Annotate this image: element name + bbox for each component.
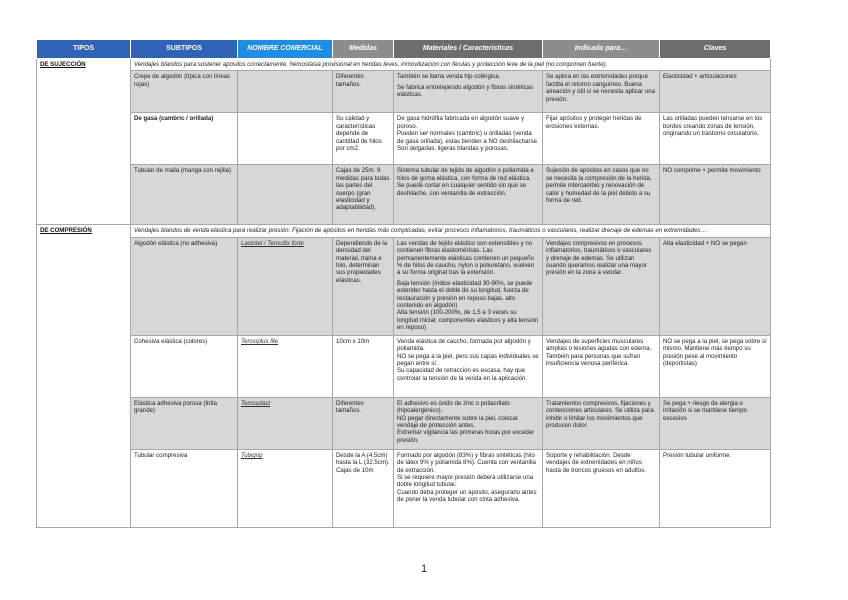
nombre-comercial-cell: Tensoplus lite [238,335,333,397]
nombre-comercial-cell: Tensoplast [238,397,333,449]
materiales-text: Pueden ser normales (cambric) u orilladas (venda de gasa orillada), estas tienden a NO deshilacharse. [397,130,539,145]
indicado-cell: Se aplica en las extremidades porque facilita el retorno sanguíneo. Buena aireación y útil si se necesita aplicar una presión. [543,71,660,113]
materiales-text: Extremar vigilancia las primeras horas por exceder presión. [397,429,535,444]
section-description-sujecion: Vendajes blandos para sostener apósitos correctamente, hemostasia provisional en heridas leves, inmovilización con férulas y protección leve de la piel (no comprimen fuerte). [131,59,771,71]
claves-cell: Alta elasticidad + NO se pegan [660,237,771,335]
indicado-cell: Vendajes de superficies musculares amplias o lesiones agudas con edema. También para personas que sufran insuficiencia venosa periférica. [543,335,660,397]
materiales-text: Alta tensión (100-200%, de 1,5 a 3 veces su longitud inicial; componentes elásticos y alta tensión en reposo) [397,309,539,332]
materiales-cell [394,165,543,225]
section-row-sujecion [37,59,771,71]
claves-cell: NO comprime + permite movimiento [660,165,771,225]
indicado-cell: Tratamientos compresivos, fijaciones y contenciones articulares. Se utiliza para inhibir o limitar los movimientos que producen dolor. [543,397,660,449]
medidas-cell: Diferentes tamaños. [333,71,394,113]
subtipo-cell: Tubular compresiva [131,449,238,527]
materiales-text: Baja tensión (índice elasticidad 30-90%, se puede extender hasta el doble de su longitud, fuerza de restauración y presión en reposo bajas, alto contenido en algodón) [397,279,533,310]
medidas-cell: Su calidad y características depende de cantidad de hilos por cm2. [333,113,394,165]
claves-cell: Se pega + riesgo de alergia o irritación si se mantiene tiempo excesivo [660,397,771,449]
nombre-comercial-cell: Tubigrip [238,449,333,527]
nombre-comercial-cell [238,113,333,165]
subtipo-cell: De gasa (cambric / orillada) [131,113,238,165]
page-number: 1 [420,563,428,575]
header-nombre-comercial: NOMBRE COMERCIAL [238,40,333,59]
subtipo-cell: Cohesiva elástica (colores) [131,335,238,397]
section-row-compresion [37,225,771,237]
medidas-cell: Desde la A (4,5cm) hasta la L (32,5cm). Cajas de 10m [333,449,394,527]
nombre-comercial-cell [238,165,333,225]
header-row [37,40,771,59]
materiales-cell [394,113,543,165]
materiales-text: Si se requiere mayor presión deberá utilizarse una doble longitud tubular. [397,474,534,489]
materiales-text: También se llama venda hip colérgica. [397,73,501,81]
medidas-cell: Dependiendo de la densidad del material, trama e hilo, determinan sus propiedades elásticas. [333,237,394,335]
table-row [37,237,771,335]
table-row [37,71,771,113]
materiales-text: Se fabrica entretejiendo algodón y fibras sintéticas elásticas. [397,83,534,99]
indicado-cell: Fijar apósitos y proteger heridas de erosiones externas. [543,113,660,165]
table-row [37,113,771,165]
subtipo-cell: Tubular de malla (manga con rejilla) [131,165,238,225]
nombre-comercial-cell [238,71,333,113]
materiales-text: Su capacidad de retracción es escasa, hay que controlar la tensión de la venda en la aplicación. [397,367,528,382]
nombre-comercial-cell: Lastotel / Tensofix forte [238,237,333,335]
table-row [37,335,771,397]
header-medidas: Medidas [333,40,394,59]
medidas-cell: Diferentes tamaños. [333,397,394,449]
medidas-cell: Cajas de 25m. 9 medidas para todas las partes del cuerpo (gran elasticidad y adaptabilidad). [333,165,394,225]
header-materiales: Materiales / Características [394,40,543,59]
claves-cell: Presión tubular uniforme. [660,449,771,527]
materiales-text: Sistema tubular de tejido de algodón o poliamida e hilos de goma elástica, con forma de red elástica. [397,167,534,182]
indicado-cell: Sujeción de apósitos en casos que no se necesita la compresión de la herida, permite intercambio y renovación de calor y humedad de la piel debido a su forma de red. [543,165,660,225]
claves-cell: NO se pega a la piel, se pega sobre sí mismo. Mantiene más tiempo su presión pese al movimiento (deportistas) [660,335,771,397]
materiales-text: De gasa hidrófila fabricada en algodón suave y poroso. [397,115,525,130]
materiales-text: Cuando deba proteger un apósito, asegurarlo antes de poner la venda tubular con cinta adhesiva. [397,488,537,504]
section-title-sujecion: DE SUJECCIÓN [37,59,131,225]
materiales-text: NO pegar directamente sobre la piel, colocar vendaje de protección antes. [397,414,518,430]
materiales-text: El adhesivo es óxido de zinc o poliacrilato (hipoalergénico). [397,399,510,415]
subtipo-cell: Algodón elástica (no adhesiva) [131,237,238,335]
header-claves: Claves [660,40,771,59]
section-description-compresion: Vendajes blandos de venda elástica para realizar presión. Fijación de apósitos en heridas más complicadas, evitar procesos inflamatorios, traumáticos o vasculares, realizar drenaje de edemas en extremidades… [131,225,771,237]
subtipo-cell: Crepe de algodón (típica con líneas rojas) [131,71,238,113]
table-row [37,397,771,449]
indicado-cell: Vendajes compresivos en procesos inflamatorios, traumáticos o vasculares y drenaje de edemas. Se utilizan cuando queramos realizar una mayor presión en la zona a vendar. [543,237,660,335]
section-title-compresion: DE COMPRESIÓN [37,225,131,527]
materiales-cell [394,449,543,527]
subtipo-cell: Elástica adhesiva porosa (tirita grande) [131,397,238,449]
claves-cell: Las orilladas pueden tensarse en los bordes creando zonas de tensión, originando un trastorno circulatorio. [660,113,771,165]
header-tipos: TIPOS [37,40,131,59]
header-indicado: Indicado para… [543,40,660,59]
bandage-types-table [36,39,771,528]
materiales-text: Venda elástica de caucho, formada por algodón y poliamida. [397,337,531,353]
materiales-cell [394,335,543,397]
table-row [37,449,771,527]
materiales-cell [394,397,543,449]
header-subtipos: SUBTIPOS [131,40,238,59]
materiales-cell [394,71,543,113]
materiales-text: Se puede cortar en cualquier sentido sin que se deshilache, con ventanilla de extracción. [397,182,527,197]
materiales-text: Formado por algodón (83%) y fibras sintéticas (hilo de látex 9% y poliamida 8%). Cuenta con ventanilla de extracción. [397,451,536,474]
materiales-cell [394,237,543,335]
medidas-cell: 10cm x 10m [333,335,394,397]
table-row [37,165,771,225]
indicado-cell: Soporte y rehabilitación. Desde vendajes de extremidades en niños hasta de troncos gruesos en adultos. [543,449,660,527]
claves-cell: Elasticidad + articulaciones [660,71,771,113]
materiales-text: NO se pega a la piel, pero sus capas individuales se pegan entre sí. [397,352,539,368]
materiales-text: Son delgadas, ligeras blandas y porosas. [397,145,509,153]
materiales-text: Las vendas de tejido elástico son extensibles y no contienen fibras elastoméricas. Las permanentemente elásticas contienen un pequeño % de hilos de caucho, nylon o poliuretano, vuelven a su forma original tras la extensión. [397,239,535,277]
